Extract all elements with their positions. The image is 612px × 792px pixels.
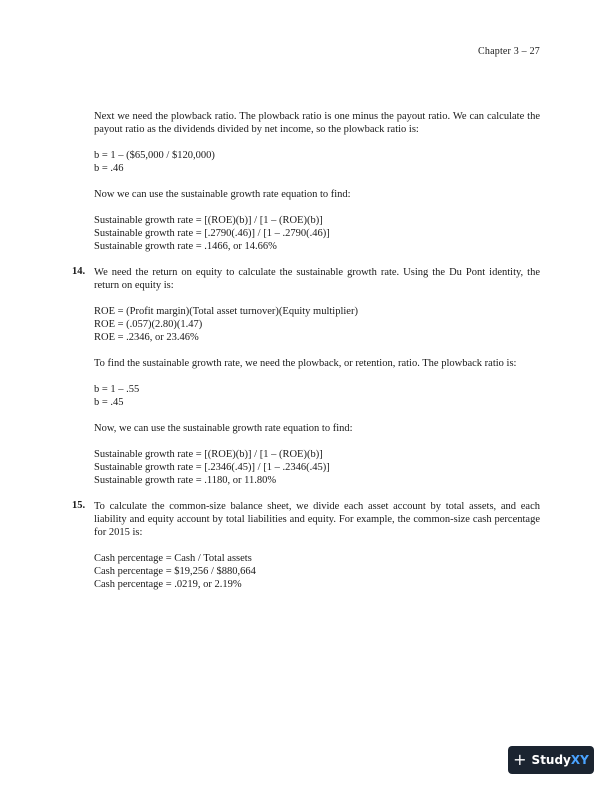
chapter-header: Chapter 3 – 27: [478, 46, 540, 57]
sgr-intro: Now we can use the sustainable growth rate equation to find:: [94, 189, 351, 200]
plus-icon: +: [513, 750, 527, 769]
studyxy-logo[interactable]: [508, 746, 594, 774]
equation-line: Sustainable growth rate = [.2346(.45)] / [1 – .2346(.45)]: [94, 462, 330, 473]
question-14: [72, 266, 540, 487]
equation-line: Cash percentage = .0219, or 2.19%: [94, 579, 242, 590]
q14-sgr-intro: Now, we can use the sustainable growth rate equation to find:: [94, 423, 353, 434]
equation-line: Cash percentage = $19,256 / $880,664: [94, 566, 256, 577]
equation-line: Sustainable growth rate = .1466, or 14.66%: [94, 241, 277, 252]
equation-line: Sustainable growth rate = [(ROE)(b)] / [1 – (ROE)(b)]: [94, 449, 323, 460]
equation-line: b = .46: [94, 163, 124, 174]
q14-intro: We need the return on equity to calculate the sustainable growth rate. Using the Du Pont identity, the return on equity is:: [94, 267, 540, 291]
question-number: 14.: [72, 266, 86, 277]
equation-line: b = .45: [94, 397, 124, 408]
q14-plowback-intro: To find the sustainable growth rate, we need the plowback, or retention, ratio. The plowback ratio is:: [94, 358, 517, 369]
equation-line: b = 1 – ($65,000 / $120,000): [94, 150, 215, 161]
q15-intro: To calculate the common-size balance sheet, we divide each asset account by total assets, and each liability and equity account by total liabilities and equity. For example, the common-size cash percentage for 2015 is:: [94, 501, 540, 538]
equation-line: ROE = .2346, or 23.46%: [94, 332, 199, 343]
equation-line: Sustainable growth rate = [.2790(.46)] / [1 – .2790(.46)]: [94, 228, 330, 239]
equation-line: Sustainable growth rate = .1180, or 11.80%: [94, 475, 277, 486]
equation-line: ROE = (.057)(2.80)(1.47): [94, 319, 203, 330]
question-number: 15.: [72, 500, 86, 511]
plowback-intro: Next we need the plowback ratio. The plowback ratio is one minus the payout ratio. We can calculate the payout ratio as the dividends divided by net income, so the plowback ratio is:: [94, 111, 540, 135]
logo-text-study: Study: [531, 753, 571, 767]
equation-line: Sustainable growth rate = [(ROE)(b)] / [1 – (ROE)(b)]: [94, 215, 323, 226]
question-15: [72, 500, 540, 591]
equation-line: Cash percentage = Cash / Total assets: [94, 553, 252, 564]
equation-line: ROE = (Profit margin)(Total asset turnover)(Equity multiplier): [94, 306, 358, 317]
equation-line: b = 1 – .55: [94, 384, 140, 395]
page-content: [72, 110, 540, 591]
logo-text-xy: XY: [570, 753, 589, 767]
